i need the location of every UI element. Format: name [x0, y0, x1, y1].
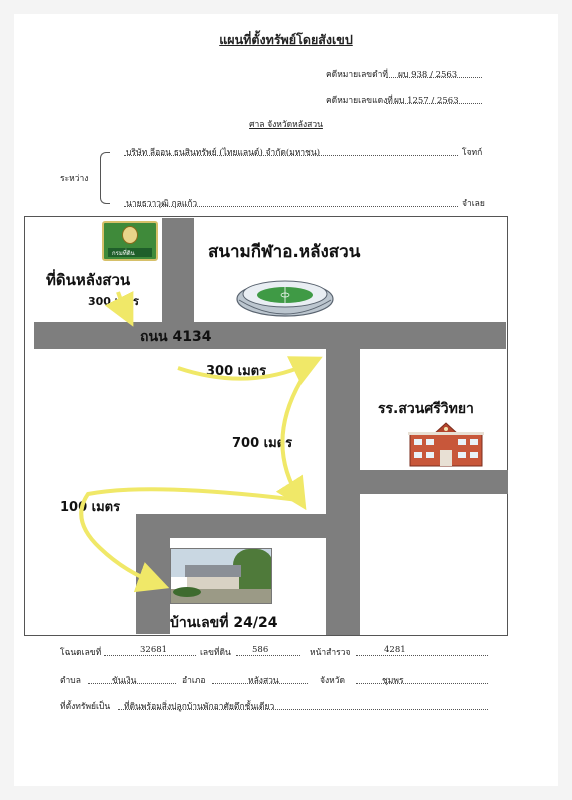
survey-dots: [356, 655, 488, 656]
deed-dots: [104, 655, 196, 656]
arrow-land-office: [118, 292, 128, 316]
deed-label: โฉนดเลขที่: [60, 648, 102, 658]
survey-label: หน้าสำรวจ: [310, 648, 351, 658]
amphoe-value: หลังสวน: [248, 676, 279, 686]
distance-c-label: 100 เมตร: [60, 500, 121, 515]
property-value: ที่ดินพร้อมสิ่งปลูกบ้านพักอาศัยตึกชั้นเดียว: [124, 702, 275, 712]
province-dots: [356, 683, 488, 684]
tambon-label: ตำบล: [60, 676, 81, 686]
court-name: ศาล จังหวัดหลังสวน: [249, 120, 323, 130]
property-label: ที่ตั้งทรัพย์เป็น: [60, 702, 111, 712]
arrow-to-house: [81, 489, 298, 584]
amphoe-label: อำเภอ: [182, 676, 206, 686]
plaintiff-name: บริษัท ลีออน ธนสินทรัพย์ (ไทยแลนด์) จำกัด(มหาชน): [126, 148, 321, 158]
distance-a-label: 300 เมตร: [206, 364, 267, 379]
land-no-dots: [236, 655, 300, 656]
land-office-sign-text: กรมที่ดิน: [112, 250, 135, 257]
arrow-east: [178, 362, 312, 379]
province-label: จังหวัด: [320, 676, 346, 686]
deed-value: 32681: [140, 645, 168, 655]
distance-b-label: 700 เมตร: [232, 436, 293, 451]
case-red-label: คดีหมายเลขแดงที่: [326, 96, 393, 106]
defendant-role: จำเลย: [462, 199, 485, 209]
land-office-distance: 300 เมตร: [88, 295, 139, 308]
land-no-value: 586: [252, 645, 269, 655]
case-black-value: ผบ 938 / 2563: [398, 70, 458, 80]
road-name-label: ถนน 4134: [140, 329, 212, 345]
survey-value: 4281: [384, 645, 406, 655]
house-number-label: บ้านเลขที่ 24/24: [170, 615, 278, 631]
stadium-label: สนามกีฬาอ.หลังสวน: [208, 242, 361, 262]
case-black-label: คดีหมายเลขดำที่: [326, 70, 388, 80]
defendant-name: นายธวาวุฒิ กุลแก้ว: [126, 199, 198, 209]
case-red-value: ผบ 1257 / 2563: [394, 96, 459, 106]
school-label: รร.สวนศรีวิทยา: [378, 401, 474, 417]
land-no-label: เลขที่ดิน: [200, 648, 231, 658]
arrow-south: [282, 372, 306, 500]
document-title: แผนที่ตั้งทรัพย์โดยสังเขป: [219, 32, 353, 47]
land-office-label: ที่ดินหลังสวน: [46, 271, 131, 289]
province-value: ชุมพร: [382, 676, 404, 686]
between-label: ระหว่าง: [60, 174, 89, 184]
tambon-value: ขันเงิน: [112, 676, 137, 686]
plaintiff-role: โจทก์: [462, 148, 483, 158]
